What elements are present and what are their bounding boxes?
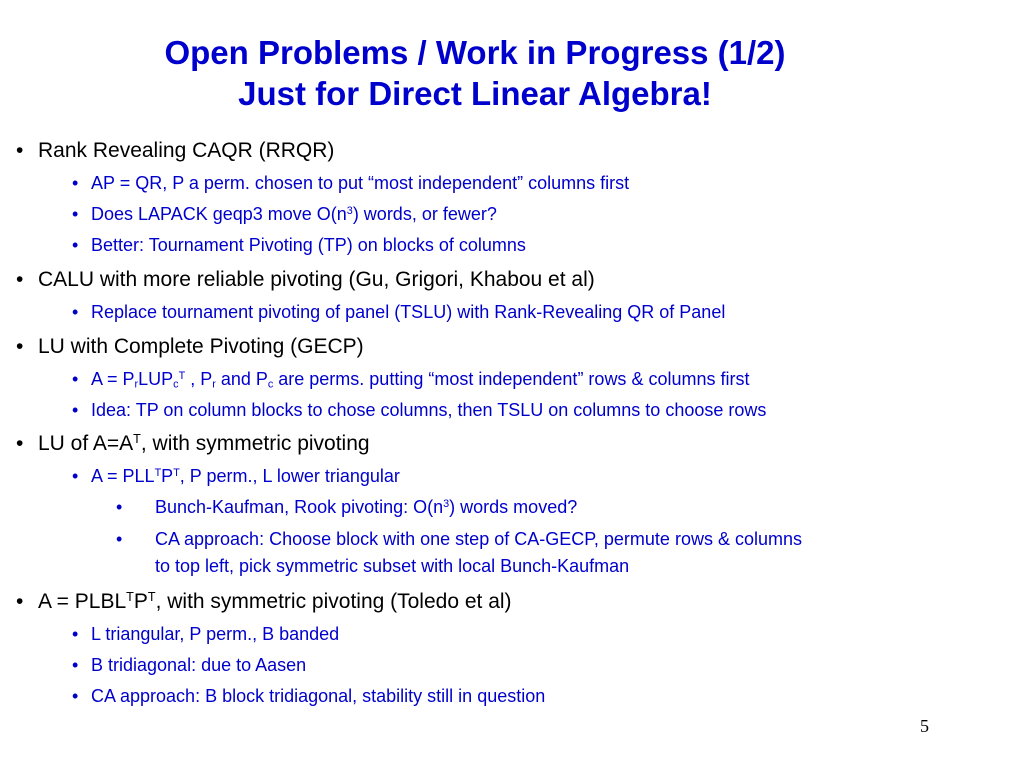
bullet-icon: •: [72, 369, 79, 389]
bullet-text: B tridiagonal: due to Aasen: [91, 655, 307, 675]
bullet-icon: •: [16, 432, 24, 455]
bullet-text: $A = PLL^TP^T$, P perm., L lower triangular: [91, 466, 400, 486]
bullet-text-line1: CA approach: Choose block with one step of CA-GECP, permute rows & columns: [155, 529, 802, 549]
bullet-text: AP = QR, P a perm. chosen to put “most independent” columns first: [91, 173, 630, 193]
bullet-icon: •: [16, 139, 24, 162]
bullet-text: L triangular, P perm., B banded: [91, 624, 340, 644]
bullet-icon: •: [72, 686, 79, 706]
bullet-text-line2: to top left, pick symmetric subset with local Bunch-Kaufman: [155, 556, 630, 576]
bullet-text: Replace tournament pivoting of panel (TSLU) with Rank-Revealing QR of Panel: [91, 302, 726, 322]
bullet-text: $A = P_rLUP_c^T$ , $P_r$ and $P_c$ are perms. putting “most independent” rows & columns first: [91, 369, 750, 391]
bullet-text: Bunch-Kaufman, Rook pivoting: $O(n^3)$ words moved?: [155, 497, 578, 517]
bullet-text: LU of $A=A^T$, with symmetric pivoting: [38, 432, 370, 455]
slide-title: [0, 32, 950, 114]
bullet-text: CA approach: B block tridiagonal, stability still in question: [91, 686, 546, 706]
bullet-icon: •: [72, 466, 79, 486]
bullet-icon: •: [72, 400, 79, 420]
bullet-icon: •: [16, 335, 24, 358]
bullet-icon: •: [116, 497, 123, 517]
bullet-text: Does LAPACK geqp3 move $O(n^3)$ words, or fewer?: [91, 204, 497, 224]
bullet-icon: •: [72, 173, 79, 193]
bullet-icon: •: [72, 204, 79, 224]
slide-title-line2: Just for Direct Linear Algebra!: [238, 75, 712, 112]
bullet-text: Idea: TP on column blocks to chose columns, then TSLU on columns to choose rows: [91, 400, 767, 420]
bullet-icon: •: [116, 529, 123, 549]
bullet-text: CALU with more reliable pivoting (Gu, Grigori, Khabou et al): [38, 268, 595, 291]
bullet-text: LU with Complete Pivoting (GECP): [38, 335, 364, 358]
bullet-text: Rank Revealing CAQR (RRQR): [38, 139, 335, 162]
bullet-text: Better: Tournament Pivoting (TP) on blocks of columns: [91, 235, 526, 255]
bullet-icon: •: [72, 302, 79, 322]
bullet-icon: •: [72, 235, 79, 255]
page-number: 5: [920, 716, 929, 736]
slide-title-line1: Open Problems / Work in Progress (1/2): [164, 34, 786, 71]
bullet-icon: •: [72, 624, 79, 644]
bullet-icon: •: [16, 268, 24, 291]
bullet-text: $A = PLBL^TP^T$, with symmetric pivoting (Toledo et al): [38, 590, 512, 613]
bullet-icon: •: [16, 590, 24, 613]
bullet-icon: •: [72, 655, 79, 675]
